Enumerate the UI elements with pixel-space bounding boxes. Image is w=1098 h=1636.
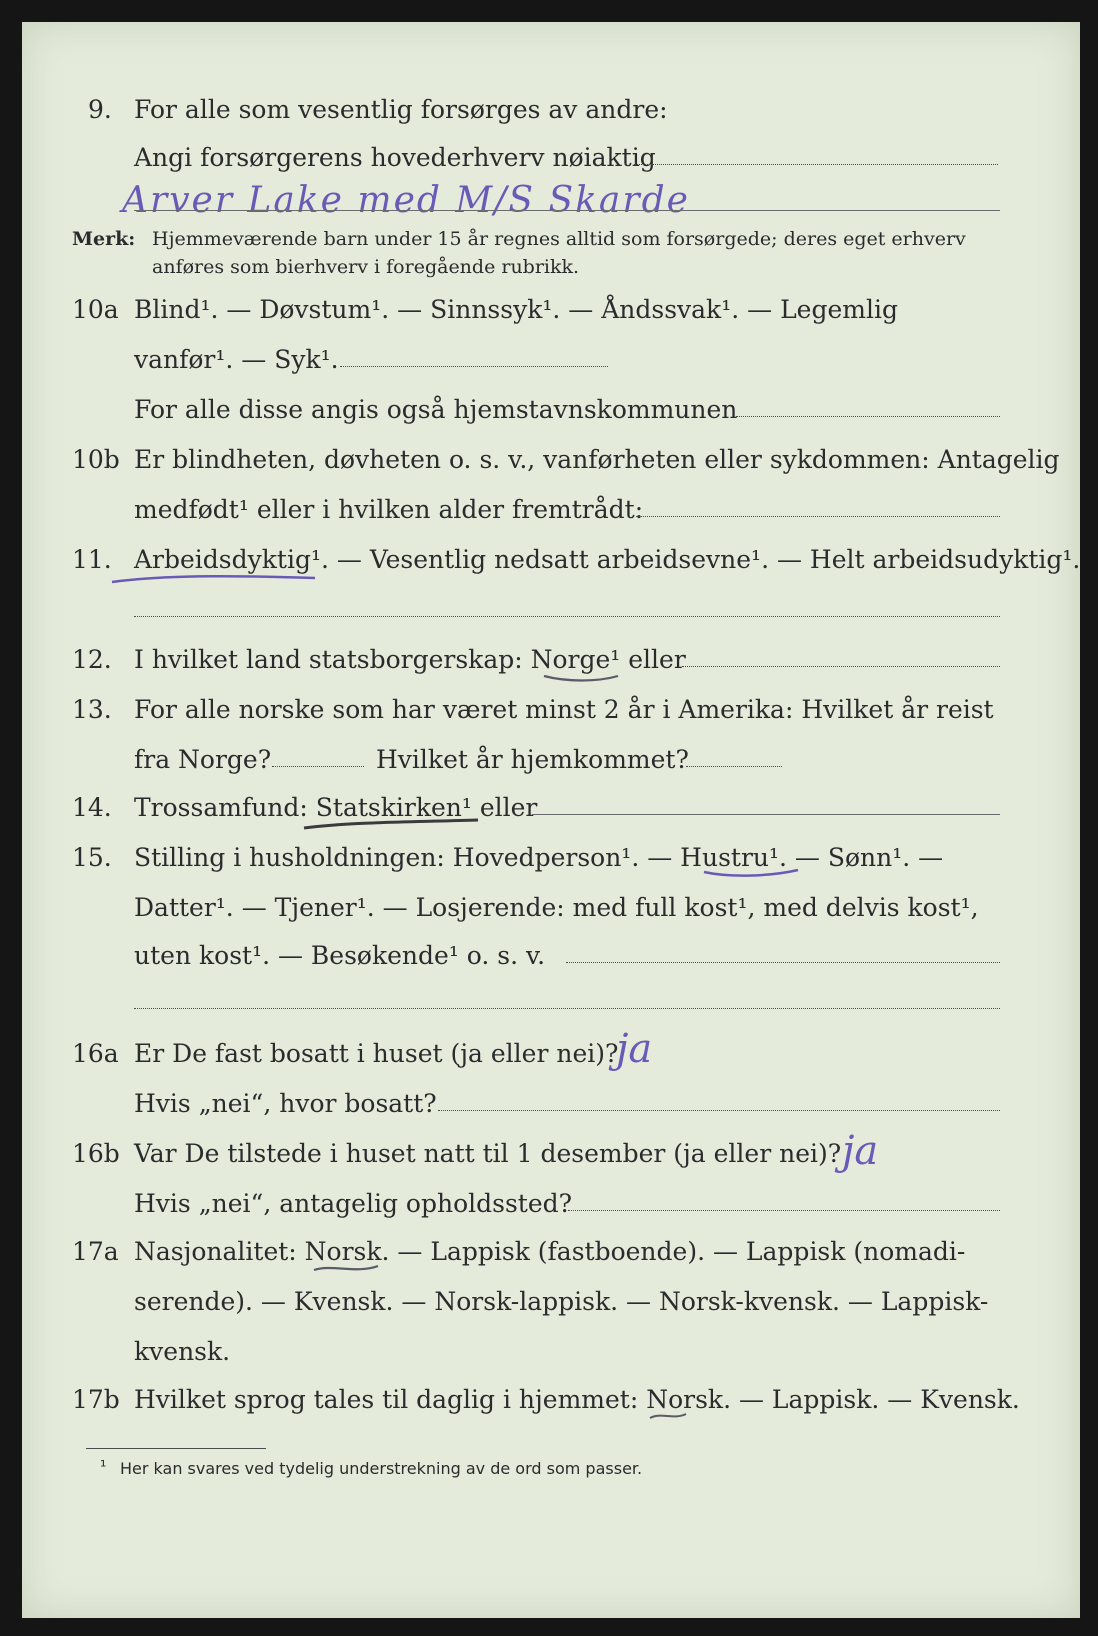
- q17a-line-1: Nasjonalitet: Norsk. — Lappisk (fastboende). — Lappisk (nomadi-: [134, 1237, 966, 1266]
- q16a-answer-line: [438, 1110, 1000, 1111]
- q9-answer-line-1: [634, 164, 998, 165]
- q13-departure-answer-line: [272, 766, 364, 767]
- q15-line-1: Stilling i husholdningen: Hovedperson¹. — Hustru¹. — Sønn¹. —: [134, 843, 944, 872]
- q10a-answer-line-1: [340, 366, 608, 367]
- q17a-underline-mark: [312, 1262, 382, 1278]
- q9-handwritten-answer: Arver Lake med M/S Skarde: [122, 180, 690, 221]
- q13-line-2b: Hvilket år hjemkommet?: [376, 745, 689, 774]
- q11-line-1: Arbeidsdyktig¹. — Vesentlig nedsatt arbeidsevne¹. — Helt arbeidsudyktig¹.: [134, 545, 1081, 574]
- q13-number: 13.: [72, 695, 112, 724]
- q12-underline-mark: [542, 670, 622, 686]
- q12-line-1: I hvilket land statsborgerskap: Norge¹ eller: [134, 645, 686, 674]
- q9-question: For alle som vesentlig forsørges av andre:: [134, 95, 668, 124]
- q14-underline-mark: [302, 818, 482, 838]
- q17b-number: 17b: [72, 1385, 120, 1414]
- q11-answer-line: [134, 616, 1000, 617]
- q16a-handwritten-answer: ja: [616, 1026, 653, 1072]
- q10b-number: 10b: [72, 445, 120, 474]
- q10a-line-2: vanfør¹. — Syk¹.: [134, 345, 339, 374]
- q14-number: 14.: [72, 793, 112, 822]
- q17a-line-2: serende). — Kvensk. — Norsk-lappisk. — Norsk-kvensk. — Lappisk-: [134, 1287, 989, 1316]
- q15-answer-line-2: [134, 1008, 1000, 1009]
- q10a-line-3: For alle disse angis også hjemstavnskommunen: [134, 395, 738, 424]
- q12-number: 12.: [72, 645, 112, 674]
- q10a-line-1: Blind¹. — Døvstum¹. — Sinnssyk¹. — Åndssvak¹. — Legemlig: [134, 295, 898, 324]
- q16b-line-1: Var De tilstede i huset natt til 1 desember (ja eller nei)?: [134, 1139, 842, 1168]
- q14-line-1: Trossamfund: Statskirken¹ eller: [134, 793, 538, 822]
- q9-instruction: Angi forsørgerens hovederhverv nøiaktig: [134, 143, 656, 172]
- q16b-line-2: Hvis „nei“, antagelig opholdssted?: [134, 1189, 573, 1218]
- merk-label: Merk:: [72, 228, 136, 250]
- merk-note-line-1: Hjemmeværende barn under 15 år regnes alltid som forsørgede; deres eget erhverv: [152, 228, 966, 250]
- q17a-line-3: kvensk.: [134, 1337, 231, 1366]
- q15-answer-line-1: [566, 962, 1000, 963]
- q11-number: 11.: [72, 545, 112, 574]
- q15-number: 15.: [72, 843, 112, 872]
- census-form-page: [22, 22, 1080, 1618]
- q10a-answer-line-2: [736, 416, 1000, 417]
- q10b-line-1: Er blindheten, døvheten o. s. v., vanførheten eller sykdommen: Antagelig: [134, 445, 1060, 474]
- q17b-underline-mark: [648, 1410, 688, 1424]
- q16b-answer-line: [568, 1210, 1000, 1211]
- q13-line-1: For alle norske som har været minst 2 år i Amerika: Hvilket år reist: [134, 695, 994, 724]
- q9-answer-line-2: [134, 210, 1000, 211]
- q13-line-2a: fra Norge?: [134, 745, 272, 774]
- q15-underline-mark: [702, 866, 802, 884]
- q16b-handwritten-answer: ja: [842, 1128, 879, 1174]
- q14-answer-line: [532, 814, 1000, 815]
- merk-note-line-2: anføres som bierhverv i foregående rubrikk.: [152, 256, 580, 278]
- q15-line-3: uten kost¹. — Besøkende¹ o. s. v.: [134, 941, 546, 970]
- q17b-line-1: Hvilket sprog tales til daglig i hjemmet: Norsk. — Lappisk. — Kvensk.: [134, 1385, 1020, 1414]
- footnote-text: Her kan svares ved tydelig understrekning av de ord som passer.: [120, 1459, 643, 1478]
- q16a-number: 16a: [72, 1039, 119, 1068]
- q17a-number: 17a: [72, 1237, 119, 1266]
- q16a-line-1: Er De fast bosatt i huset (ja eller nei)?: [134, 1039, 619, 1068]
- q16b-number: 16b: [72, 1139, 120, 1168]
- q11-underline-mark: [110, 570, 320, 590]
- q10a-number: 10a: [72, 295, 119, 324]
- footnote-mark: ¹: [100, 1457, 107, 1476]
- footnote-rule: [86, 1448, 266, 1449]
- q10b-answer-line: [636, 516, 1000, 517]
- q10b-line-2: medfødt¹ eller i hvilken alder fremtrådt:: [134, 495, 644, 524]
- q9-number: 9.: [88, 95, 112, 124]
- q12-answer-line: [682, 666, 1000, 667]
- q13-return-answer-line: [686, 766, 782, 767]
- q16a-line-2: Hvis „nei“, hvor bosatt?: [134, 1089, 437, 1118]
- q15-line-2: Datter¹. — Tjener¹. — Losjerende: med full kost¹, med delvis kost¹,: [134, 893, 979, 922]
